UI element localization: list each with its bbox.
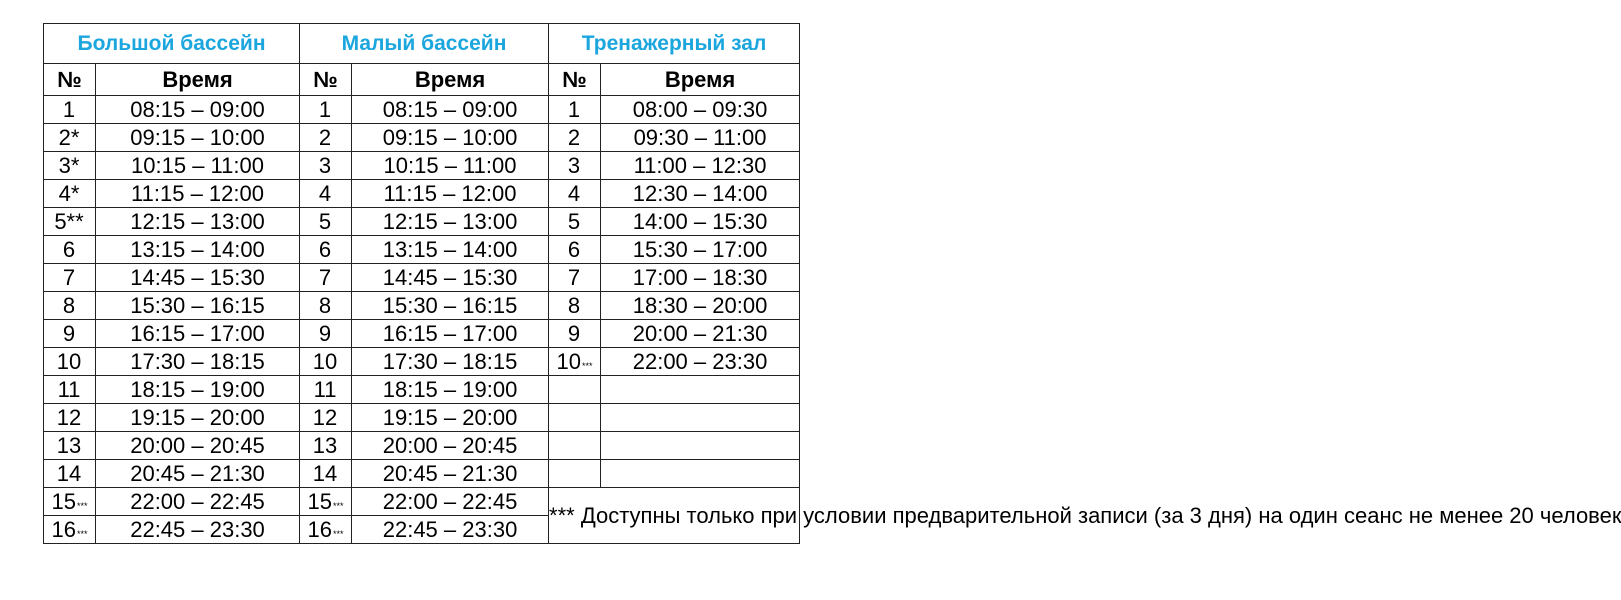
slot-number — [549, 124, 601, 152]
slot-number — [549, 376, 601, 404]
slot-number-text: 13 — [56, 432, 82, 458]
table-row — [44, 152, 800, 180]
slot-number-text: 16 — [51, 516, 76, 542]
time-header: Время — [601, 64, 800, 96]
slot-number — [549, 236, 601, 264]
slot-time: 09:30 – 11:00 — [601, 124, 800, 152]
slot-time: 15:30 – 17:00 — [601, 236, 800, 264]
slot-time: 10:15 – 11:00 — [96, 152, 300, 180]
slot-number-text: 11 — [57, 376, 81, 402]
slot-time: 22:45 – 23:30 — [96, 516, 300, 544]
slot-time: 08:15 – 09:00 — [96, 96, 300, 124]
slot-number — [300, 320, 352, 348]
slot-number-text: 9 — [567, 320, 581, 346]
table-row — [44, 348, 800, 376]
table-row — [44, 180, 800, 208]
slot-number — [300, 516, 352, 544]
slot-number-text: 7 — [318, 264, 332, 290]
slot-time: 14:45 – 15:30 — [352, 264, 549, 292]
slot-number — [44, 152, 96, 180]
slot-time: 08:00 – 09:30 — [601, 96, 800, 124]
slot-number — [300, 488, 352, 516]
slot-number-text: 3 — [567, 152, 581, 178]
slot-number — [300, 264, 352, 292]
slot-number — [44, 432, 96, 460]
asterisk-mark: *** — [76, 528, 88, 539]
slot-number-text: 7 — [62, 264, 76, 290]
slot-number-text: 2 — [567, 124, 581, 150]
table-row — [44, 96, 800, 124]
slot-number-text: 14 — [312, 460, 338, 486]
slot-number — [44, 236, 96, 264]
slot-number — [549, 152, 601, 180]
slot-number-text: 3* — [58, 152, 80, 178]
slot-number-text: 1 — [318, 96, 332, 122]
slot-number-text: 16 — [307, 516, 332, 542]
slot-number — [549, 460, 601, 488]
slot-number — [44, 264, 96, 292]
slot-number — [44, 96, 96, 124]
table-row — [44, 488, 800, 516]
slot-time: 18:15 – 19:00 — [352, 376, 549, 404]
slot-number — [549, 432, 601, 460]
slot-number — [44, 460, 96, 488]
slot-number-text: 15 — [307, 488, 332, 514]
slot-time: 20:00 – 20:45 — [96, 432, 300, 460]
slot-number — [44, 320, 96, 348]
slot-time: 13:15 – 14:00 — [352, 236, 549, 264]
slot-time: 20:00 – 20:45 — [352, 432, 549, 460]
table-row — [44, 208, 800, 236]
slot-time: 18:30 – 20:00 — [601, 292, 800, 320]
slot-time: 11:00 – 12:30 — [601, 152, 800, 180]
slot-time: 16:15 – 17:00 — [96, 320, 300, 348]
slot-time: 14:00 – 15:30 — [601, 208, 800, 236]
slot-time: 15:30 – 16:15 — [96, 292, 300, 320]
table-row — [44, 320, 800, 348]
slot-time: 10:15 – 11:00 — [352, 152, 549, 180]
slot-number-text: 4 — [567, 180, 581, 206]
slot-number — [300, 292, 352, 320]
slot-number — [44, 516, 96, 544]
asterisk-mark: *** — [333, 528, 344, 539]
slot-number — [300, 96, 352, 124]
slot-number — [300, 348, 352, 376]
slot-number — [44, 208, 96, 236]
section-header-row — [44, 24, 800, 64]
slot-time: 11:15 – 12:00 — [352, 180, 549, 208]
slot-time: 20:45 – 21:30 — [352, 460, 549, 488]
num-header: № — [549, 64, 601, 96]
slot-number — [300, 376, 352, 404]
slot-time: 08:15 – 09:00 — [352, 96, 549, 124]
section-title-small-pool: Малый бассейн — [300, 24, 549, 64]
slot-number — [549, 348, 601, 376]
column-header-row — [44, 64, 800, 96]
slot-number — [549, 320, 601, 348]
slot-number-text: 8 — [318, 292, 332, 318]
slot-time: 22:45 – 23:30 — [352, 516, 549, 544]
slot-number — [549, 208, 601, 236]
slot-number — [300, 460, 352, 488]
slot-number-text: 10 — [556, 348, 582, 374]
time-header: Время — [96, 64, 300, 96]
slot-time: 11:15 – 12:00 — [96, 180, 300, 208]
slot-time — [601, 376, 800, 404]
slot-time: 22:00 – 22:45 — [96, 488, 300, 516]
slot-number-text: 11 — [313, 376, 337, 402]
slot-number-text: 14 — [56, 460, 82, 486]
table-row — [44, 292, 800, 320]
slot-time: 14:45 – 15:30 — [96, 264, 300, 292]
slot-number — [44, 348, 96, 376]
table-row — [44, 404, 800, 432]
slot-time: 13:15 – 14:00 — [96, 236, 300, 264]
slot-number — [300, 180, 352, 208]
slot-number — [44, 376, 96, 404]
slot-number-text: 4* — [58, 180, 80, 206]
slot-time: 22:00 – 23:30 — [601, 348, 800, 376]
slot-number — [44, 124, 96, 152]
table-row — [44, 236, 800, 264]
slot-time: 20:45 – 21:30 — [96, 460, 300, 488]
slot-number-text: 9 — [62, 320, 76, 346]
slot-time: 19:15 – 20:00 — [352, 404, 549, 432]
slot-number-text: 12 — [312, 404, 338, 430]
slot-number — [300, 432, 352, 460]
slot-number — [300, 404, 352, 432]
table-row — [44, 432, 800, 460]
slot-number — [44, 292, 96, 320]
slot-time: 20:00 – 21:30 — [601, 320, 800, 348]
slot-time: 12:15 – 13:00 — [352, 208, 549, 236]
slot-number-text: 7 — [567, 264, 581, 290]
slot-time — [601, 460, 800, 488]
slot-number-text: 6 — [62, 236, 76, 262]
slot-number-text: 2 — [318, 124, 332, 150]
slot-number — [549, 404, 601, 432]
slot-number-text: 6 — [567, 236, 581, 262]
slot-time: 19:15 – 20:00 — [96, 404, 300, 432]
slot-time: 09:15 – 10:00 — [96, 124, 300, 152]
time-header: Время — [352, 64, 549, 96]
slot-number — [44, 488, 96, 516]
asterisk-mark: *** — [76, 500, 88, 511]
slot-time — [601, 432, 800, 460]
slot-number — [549, 180, 601, 208]
slot-number — [44, 404, 96, 432]
slot-number-text: 4 — [318, 180, 332, 206]
table-row — [44, 124, 800, 152]
slot-number-text: 8 — [567, 292, 581, 318]
slot-number-text: 5 — [567, 208, 581, 234]
slot-time: 18:15 – 19:00 — [96, 376, 300, 404]
slot-time: 15:30 – 16:15 — [352, 292, 549, 320]
slot-time: 17:30 – 18:15 — [352, 348, 549, 376]
footnote-note: *** Доступны только при условии предварительной записи (за 3 дня) на один сеанс не менее 20 человек — [549, 488, 800, 544]
slot-number-text: 10 — [56, 348, 82, 374]
slot-number — [300, 152, 352, 180]
asterisk-mark: *** — [333, 500, 344, 511]
slot-number-text: 1 — [567, 96, 581, 122]
slot-number-text: 15 — [51, 488, 76, 514]
table-row — [44, 264, 800, 292]
slot-time: 22:00 – 22:45 — [352, 488, 549, 516]
slot-number — [300, 124, 352, 152]
num-header: № — [300, 64, 352, 96]
slot-number — [300, 208, 352, 236]
slot-number-text: 2* — [58, 124, 80, 150]
slot-time: 16:15 – 17:00 — [352, 320, 549, 348]
num-header: № — [44, 64, 96, 96]
slot-number-text: 1 — [62, 96, 76, 122]
section-title-big-pool: Большой бассейн — [44, 24, 300, 64]
slot-number-text: 12 — [56, 404, 82, 430]
slot-time: 17:30 – 18:15 — [96, 348, 300, 376]
slot-number — [300, 236, 352, 264]
slot-number — [549, 264, 601, 292]
slot-time: 12:15 – 13:00 — [96, 208, 300, 236]
slot-number-text: 5** — [54, 208, 84, 234]
slot-number-text: 13 — [312, 432, 338, 458]
section-title-gym: Тренажерный зал — [549, 24, 800, 64]
slot-time: 09:15 – 10:00 — [352, 124, 549, 152]
slot-number-text: 6 — [318, 236, 332, 262]
asterisk-mark: *** — [582, 360, 593, 371]
slot-number-text: 5 — [318, 208, 332, 234]
slot-time: 12:30 – 14:00 — [601, 180, 800, 208]
table-row — [44, 460, 800, 488]
slot-number-text: 3 — [318, 152, 332, 178]
table-row — [44, 376, 800, 404]
slot-number — [549, 292, 601, 320]
slot-number-text: 8 — [62, 292, 76, 318]
slot-number — [549, 96, 601, 124]
slot-time — [601, 404, 800, 432]
slot-number-text: 9 — [318, 320, 332, 346]
slot-time: 17:00 – 18:30 — [601, 264, 800, 292]
slot-number-text: 10 — [312, 348, 338, 374]
schedule-table — [43, 23, 1621, 544]
slot-number — [44, 180, 96, 208]
